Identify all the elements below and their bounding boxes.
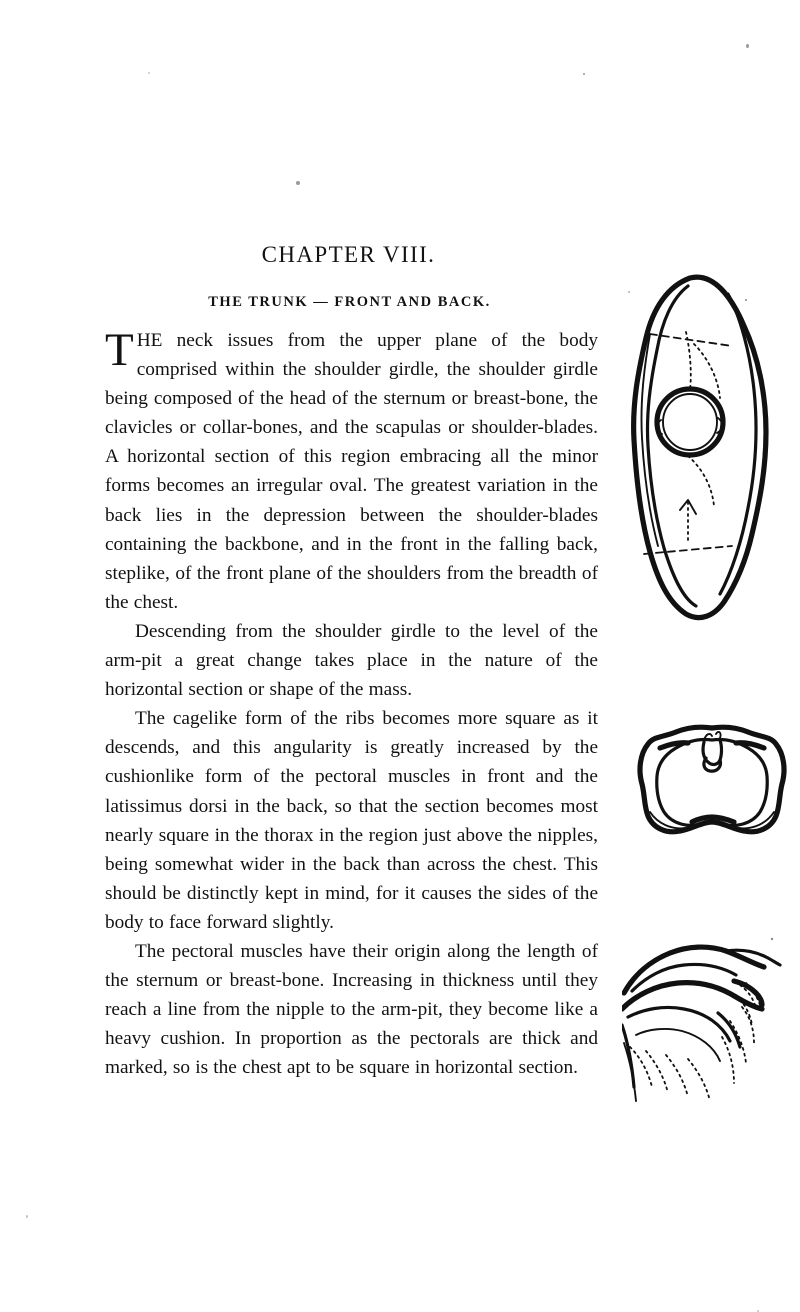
body-paragraph-3: The cagelike form of the ribs becomes more square as it descends, and this angularity is greatly increased by the cushionlike form of the pectoral muscles in front and the latissimus dorsi in the back, so that the section becomes most nearly square in the thorax in the region just above the nipples, being somewhat wider in the back than across the chest. This should be distinctly kept in mind, for it causes the sides of the body to face forward slightly. xyxy=(105,708,598,933)
scan-speck xyxy=(628,291,630,293)
drop-cap-initial: T xyxy=(105,324,134,376)
body-paragraph-4: The pectoral muscles have their origin along the length of the sternum or breast-bone. Increasing in thickness until they reach a line from the nipple to the arm-pit, they become like a heavy cushion. In proportion as the pectorals are thick and marked, so is the chest apt to be square in horizontal section. xyxy=(105,940,598,1079)
body-paragraph-2: Descending from the shoulder girdle to the level of the arm-pit a great change takes place in the nature of the horizontal section or shape of the mass. xyxy=(105,620,598,701)
body-paragraph-1 xyxy=(105,326,598,617)
figure-thorax-horizontal-section xyxy=(634,712,792,852)
scan-speck xyxy=(296,181,300,185)
figure-shoulder-girdle-horizontal-section xyxy=(628,272,793,624)
thorax-section-drawing xyxy=(634,712,792,852)
scan-speck xyxy=(746,44,749,48)
paragraph-1-lead-caps: HE xyxy=(136,330,163,351)
scan-speck xyxy=(148,72,150,74)
pectoral-shoulder-drawing xyxy=(622,925,794,1115)
shoulder-girdle-section-drawing xyxy=(628,272,793,624)
paragraph-1-text: neck issues from the upper plane of the body comprised within the shoulder girdle, the shoulder girdle being composed of the head of the sternum or breast-bone, the clavicles or collar-bones, and the scapulas or shoulder-blades. A horizontal section of this region embracing all the minor forms becomes an irregular oval. The greatest variation in the back lies in the depression between the shoulder-blades containing the backbone, and in the front in the falling back, steplike, of the front plane of the shoulders from the breadth of the chest. xyxy=(105,330,598,613)
scan-speck xyxy=(583,73,585,75)
figure-pectoral-shoulder-study xyxy=(622,925,794,1115)
chapter-subtitle: THE TRUNK — FRONT AND BACK. xyxy=(208,294,491,310)
text-column xyxy=(105,240,598,1082)
chapter-title: CHAPTER VIII. xyxy=(261,242,436,267)
scan-speck xyxy=(26,1215,28,1218)
